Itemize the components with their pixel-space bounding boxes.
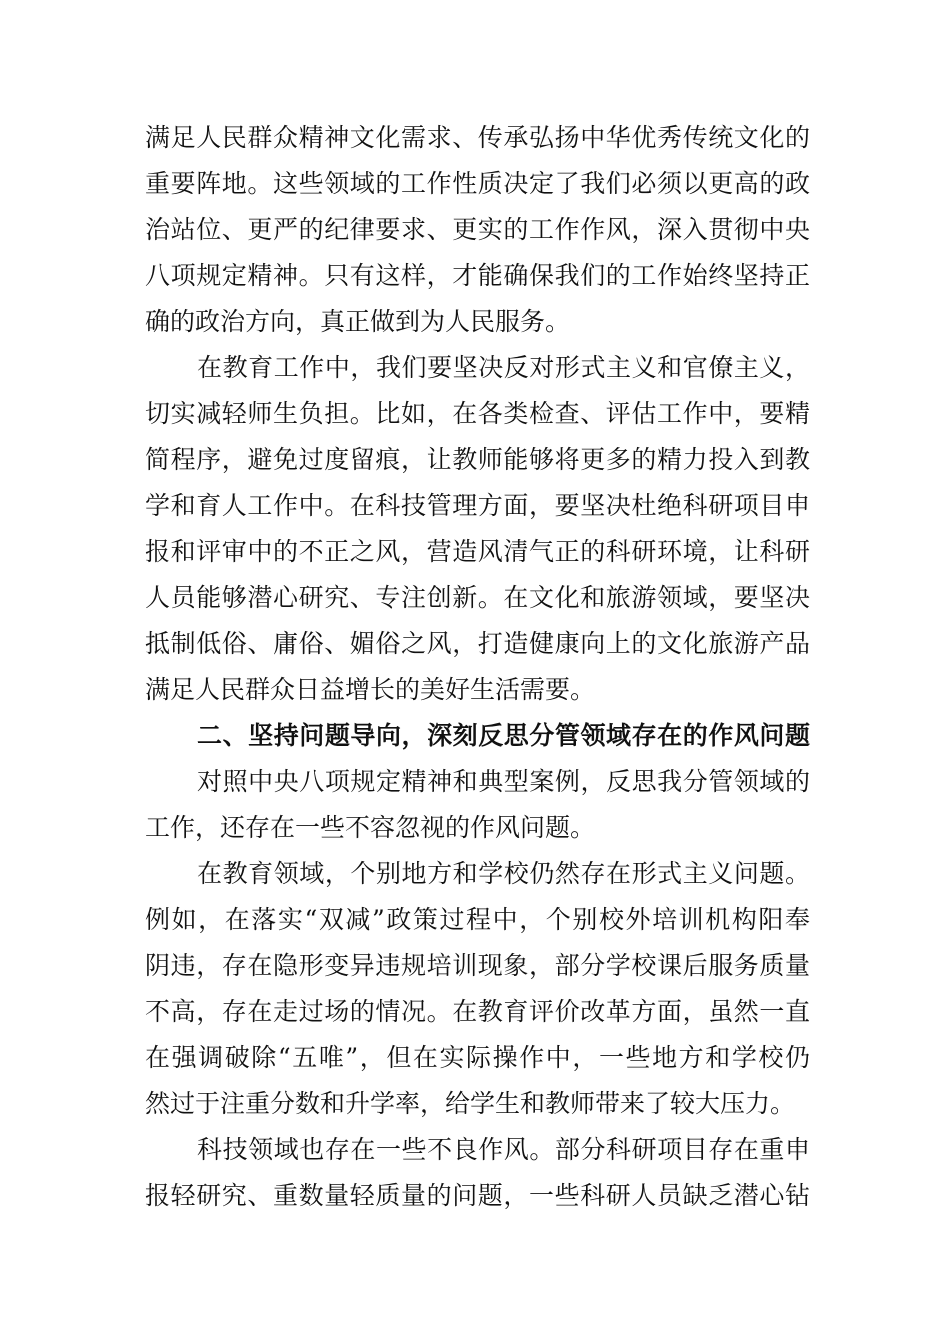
text-line: 阴违，存在隐形变异违规培训现象，部分学校课后服务质量 xyxy=(145,951,810,980)
text-line: 切实减轻师生负担。比如，在各类检查、评估工作中，要精 xyxy=(145,399,810,428)
text-line: 在强调破除“五唯”，但在实际操作中，一些地方和学校仍 xyxy=(145,1043,810,1072)
paragraph-first-line: 对照中央八项规定精神和典型案例，反思我分管领域的 xyxy=(197,767,810,796)
text-line: 不高，存在走过场的情况。在教育评价改革方面，虽然一直 xyxy=(145,997,810,1026)
text-line: 抵制低俗、庸俗、媚俗之风，打造健康向上的文化旅游产品 xyxy=(145,629,810,658)
section-heading: 二、坚持问题导向，深刻反思分管领域存在的作风问题 xyxy=(197,721,810,750)
text-line: 报轻研究、重数量轻质量的问题，一些科研人员缺乏潜心钻 xyxy=(145,1181,810,1210)
text-line: 治站位、更严的纪律要求、更实的工作作风，深入贯彻中央 xyxy=(145,215,810,244)
text-line: 确的政治方向，真正做到为人民服务。 xyxy=(145,307,571,336)
text-line: 人员能够潜心研究、专注创新。在文化和旅游领域，要坚决 xyxy=(145,583,810,612)
paragraph-first-line: 在教育领域，个别地方和学校仍然存在形式主义问题。 xyxy=(197,859,810,888)
text-line: 满足人民群众精神文化需求、传承弘扬中华优秀传统文化的 xyxy=(145,123,810,152)
text-line: 满足人民群众日益增长的美好生活需要。 xyxy=(145,675,596,704)
text-line: 例如，在落实“双减”政策过程中，个别校外培训机构阳奉 xyxy=(145,905,810,934)
text-line: 报和评审中的不正之风，营造风清气正的科研环境，让科研 xyxy=(145,537,810,566)
text-line: 简程序，避免过度留痕，让教师能够将更多的精力投入到教 xyxy=(145,445,810,474)
text-line: 八项规定精神。只有这样，才能确保我们的工作始终坚持正 xyxy=(145,261,810,290)
text-line: 然过于注重分数和升学率，给学生和教师带来了较大压力。 xyxy=(145,1089,796,1118)
paragraph-first-line: 科技领域也存在一些不良作风。部分科研项目存在重申 xyxy=(197,1135,810,1164)
text-line: 学和育人工作中。在科技管理方面，要坚决杜绝科研项目申 xyxy=(145,491,810,520)
text-line: 重要阵地。这些领域的工作性质决定了我们必须以更高的政 xyxy=(145,169,810,198)
paragraph-first-line: 在教育工作中，我们要坚决反对形式主义和官僚主义， xyxy=(197,353,810,382)
text-line: 工作，还存在一些不容忽视的作风问题。 xyxy=(145,813,596,842)
